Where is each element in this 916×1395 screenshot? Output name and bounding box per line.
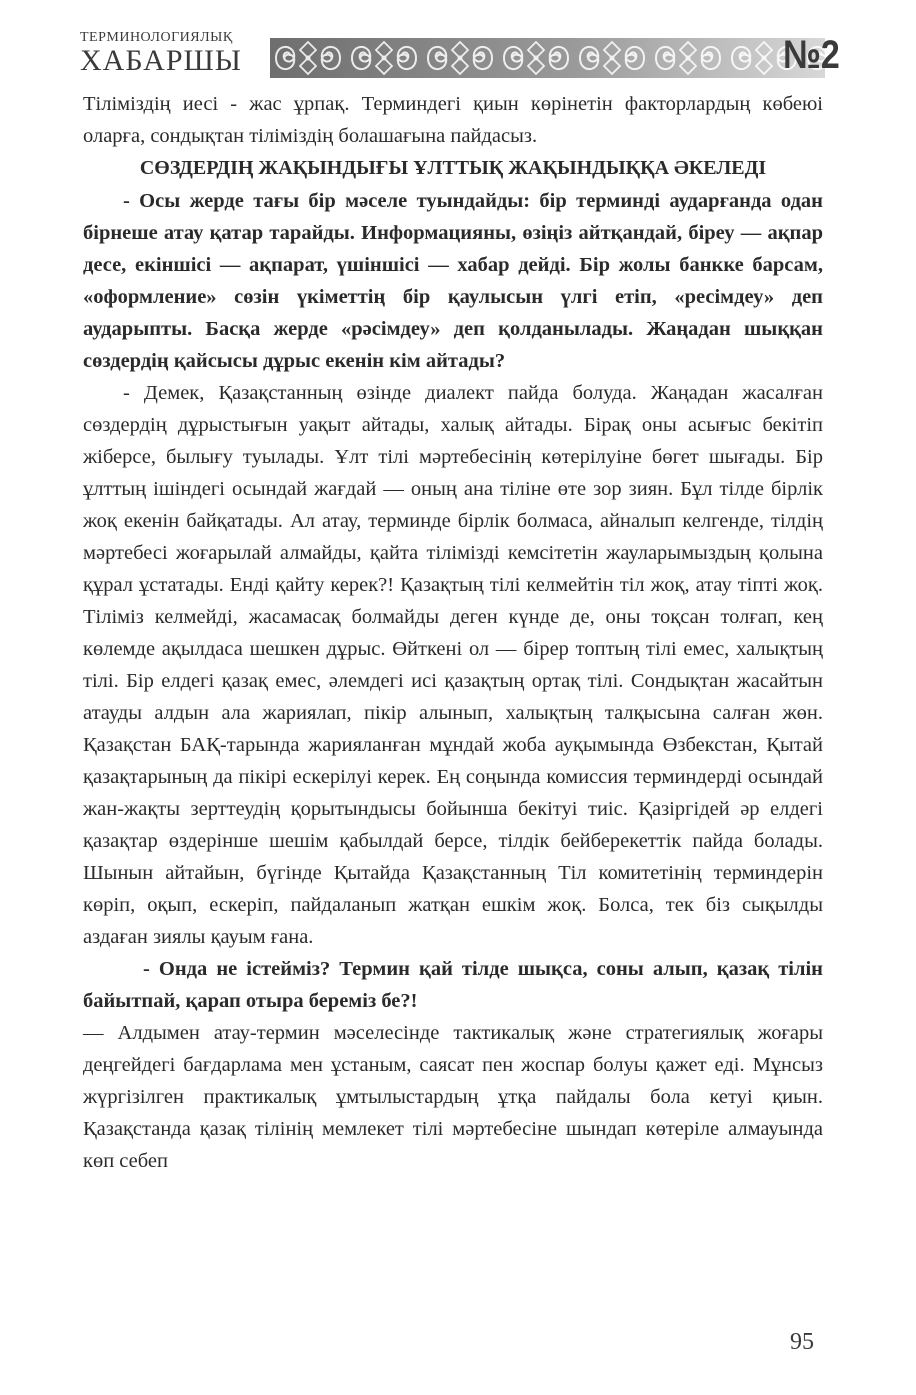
- page-number: 95: [790, 1329, 814, 1355]
- answer-paragraph-1: - Демек, Қазақстанның өзінде диалект пайда болуда. Жаңадан жасалған сөздердің дұрыстығын уақыт айтады, халық айтады. Бірақ оны асығыс бекітіп жіберсе, былығу туылады. Ұлт тілі мәртебесінің көтерілуіне бөгет шығады. Бір ұлттың ішіндегі осындай жағдай — оның ана тіліне өте зор зиян. Бұл тілде бірлік жоқ екенін байқатады. Ал атау, терминде бірлік болмаса, айналып келгенде, тілдің мәртебесі жоғарылай алмайды, қайта тілімізді кемсітетін жауларымыздың қолына құрал ұстатады. Енді қайту керек?! Қазақтың тілі келмейтін тіл жоқ, атау тіпті жоқ. Тіліміз келмейді, жасамасақ болмайды деген күнде де, оны тоқсан толғап, кең көлемде ақылдаса шешкен дұрыс. Өйткені ол — бірер топтың тілі емес, халықтың тілі. Бір елдегі қазақ емес, әлемдегі исі қазақтың ортақ тілі. Сондықтан жасайтын атауды алдын ала жариялап, пікір алынып, халықтың талқысына салған жөн. Қазақстан БАҚ-тарында жарияланған мұндай жоба ауқымында Өзбекстан, Қытай қазақтарының да пікірі ескерілуі керек. Ең соңында комиссия терминдерді осындай жан-жақты зерттеудің қорытындысы бойынша бекітуі тиіс. Қазіргідей әр елдегі қазақтар өздерінше шешім қабылдай берсе, тілдік бейберекеттік пайда болады. Шынын айтайын, бүгінде Қытайда Қазақстанның Тіл комитетінің терминдерін көріп, оқып, ескеріп, пайдаланып жатқан ешкім жоқ. Болса, тек біз сықылды аздаған зиялы қауым ғана.: [83, 382, 823, 948]
- article-body: [83, 88, 823, 1177]
- journal-title: [80, 30, 242, 76]
- answer-paragraph-2: — Алдымен атау-термин мәселесінде тактикалық және стратегиялық жоғары деңгейдегі бағдарлама мен ұстаным, саясат пен жоспар болуы қажет еді. Мұнсыз жүргізілген практикалық ұмтылыстардың ұтқа пайдалы бола кетуі қиын. Қазақстанда қазақ тілінің мемлекет тілі мәртебесіне шындап көтеріле алмауында көп себеп: [83, 1022, 823, 1172]
- journal-title-line1: ТЕРМИНОЛОГИЯЛЫҚ: [80, 30, 233, 45]
- ornament-band: [270, 38, 825, 78]
- intro-paragraph: Тіліміздің иесі - жас ұрпақ. Терминдегі қиын көрінетін факторлардың көбеюі оларға, сондықтан тіліміздің болашағына пайдасыз.: [83, 93, 823, 147]
- journal-title-line2: ХАБАРШЫ: [80, 44, 242, 77]
- question-paragraph-2: - Онда не істейміз? Термин қай тілде шықса, соны алып, қазақ тілін байытпай, қарап отыра береміз бе?!: [83, 958, 823, 1012]
- question-paragraph-1: - Осы жерде тағы бір мәселе туындайды: бір терминді аударғанда одан бірнеше атау қатар тарайды. Информацияны, өзіңіз айтқандай, біреу — ақпар десе, екіншісі — ақпарат, үшіншісі — хабар дейді. Бір жолы банкке барсам, «оформление» сөзін үкіметтің бір қаулысын үлгі етіп, «ресімдеу» деп аударыпты. Басқа жерде «рәсімдеу» деп қолданылады. Жаңадан шыққан сөздердің қайсысы дұрыс екенін кім айтады?: [83, 190, 823, 372]
- section-title: СӨЗДЕРДІҢ ЖАҚЫНДЫҒЫ ҰЛТТЫҚ ЖАҚЫНДЫҚҚА ӘКЕЛЕДІ: [139, 157, 767, 179]
- issue-number: №2: [783, 33, 840, 77]
- page-header: [80, 30, 840, 86]
